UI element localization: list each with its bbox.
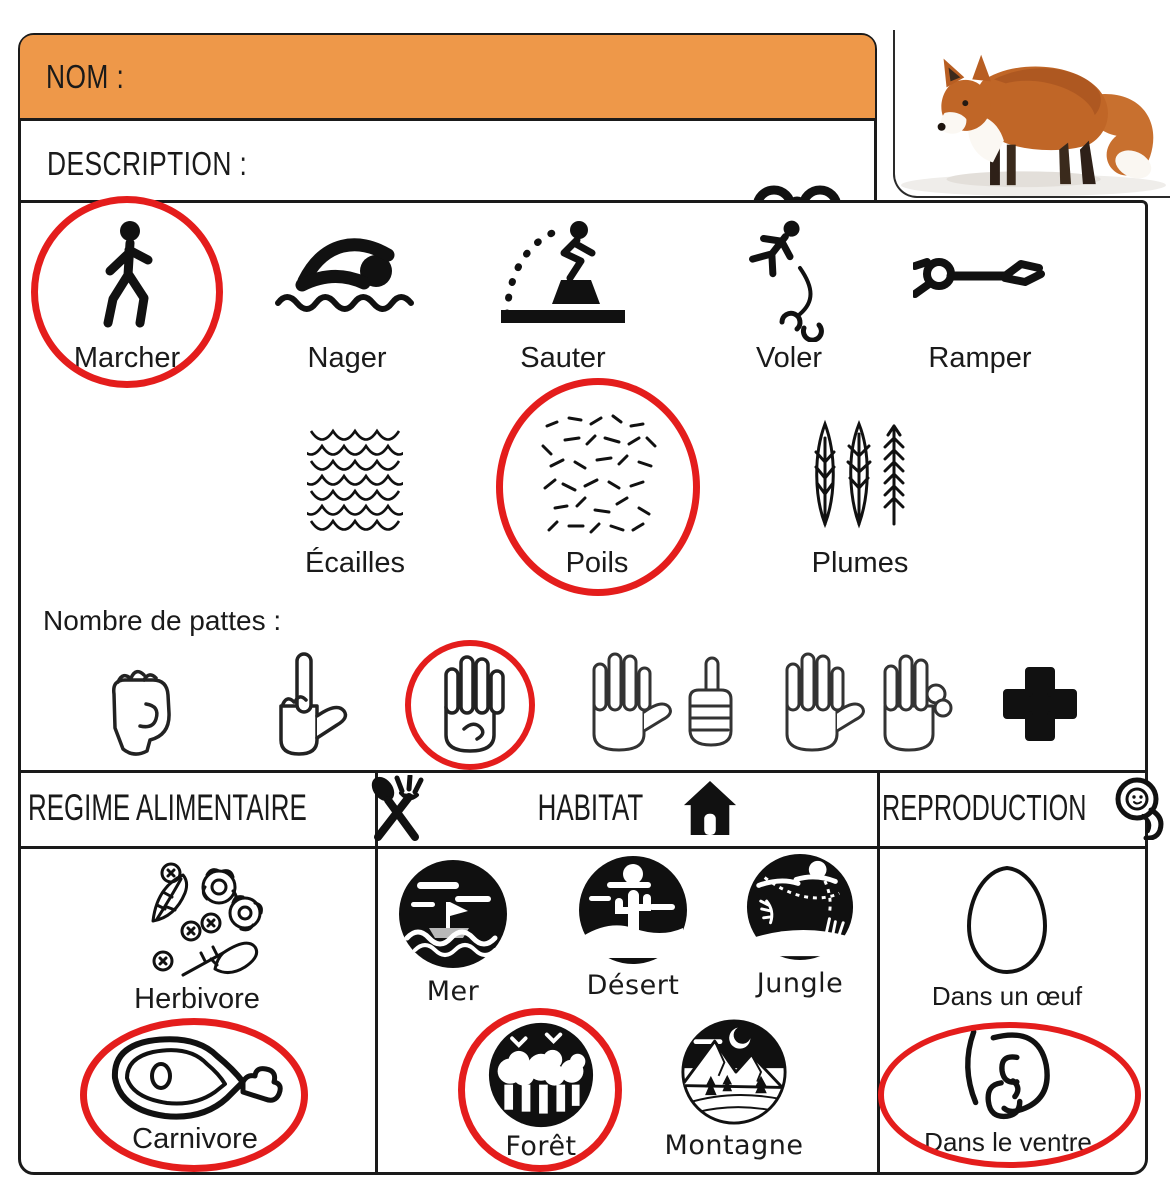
scales-icon xyxy=(307,408,403,548)
option-label: Écailles xyxy=(305,547,405,579)
option-label: Dans le ventre xyxy=(924,1127,1092,1157)
crawling-person-icon xyxy=(913,215,1048,343)
jungle-scene-icon xyxy=(745,852,855,962)
option-label: Désert xyxy=(586,970,680,1001)
option-label: Jungle xyxy=(756,968,844,999)
fox-photo xyxy=(893,30,1170,198)
option-desert[interactable] xyxy=(577,854,689,1001)
option-oeuf[interactable] xyxy=(907,864,1107,1011)
bottom-header-underline xyxy=(18,846,1148,849)
walking-person-icon xyxy=(84,215,170,343)
swimmer-icon xyxy=(272,215,422,343)
fist-hand-icon xyxy=(98,648,176,760)
plants-icon xyxy=(127,856,267,984)
forest-scene-icon xyxy=(487,1021,595,1129)
option-mer[interactable] xyxy=(397,858,509,1007)
option-marcher[interactable] xyxy=(32,215,222,375)
swaddled-baby-icon xyxy=(1112,776,1168,840)
five-plus-three-fingers-hands-icon xyxy=(769,648,955,760)
option-foret[interactable] xyxy=(486,1021,596,1162)
name-label: NOM : xyxy=(46,57,125,95)
option-carnivore[interactable] xyxy=(100,1032,290,1156)
option-label: Montagne xyxy=(664,1130,804,1161)
option-plus-pattes[interactable] xyxy=(960,648,1120,760)
option-4-pattes[interactable] xyxy=(390,648,550,760)
option-plumes[interactable] xyxy=(760,408,960,580)
meat-icon xyxy=(105,1032,285,1124)
description-row xyxy=(21,124,874,204)
mountain-scene-icon xyxy=(680,1018,788,1126)
option-ventre[interactable] xyxy=(905,1026,1111,1157)
egg-icon xyxy=(965,864,1049,976)
flying-person-icon xyxy=(734,215,844,343)
diet-header xyxy=(28,773,373,843)
option-label: Dans un œuf xyxy=(931,981,1083,1011)
option-poils[interactable] xyxy=(497,408,697,580)
option-jungle[interactable] xyxy=(744,852,856,999)
option-ramper[interactable] xyxy=(885,215,1075,375)
option-sauter[interactable] xyxy=(468,215,658,375)
option-label: Nager xyxy=(307,342,387,374)
description-label: DESCRIPTION : xyxy=(47,145,248,182)
one-finger-hand-icon xyxy=(257,648,349,760)
five-plus-one-fingers-hands-icon xyxy=(576,648,734,760)
option-label: Carnivore xyxy=(132,1123,258,1155)
jumping-person-icon xyxy=(493,215,633,343)
option-1-patte[interactable] xyxy=(223,648,383,760)
reproduction-title: REPRODUCTION xyxy=(882,787,1087,828)
option-herbivore[interactable] xyxy=(97,856,297,1016)
option-label: Voler xyxy=(755,342,823,374)
sea-scene-icon xyxy=(397,858,509,970)
option-nager[interactable] xyxy=(252,215,442,375)
option-label: Mer xyxy=(426,976,480,1007)
option-6-pattes[interactable] xyxy=(575,648,735,760)
option-label: Marcher xyxy=(73,342,181,374)
habitat-header xyxy=(378,773,874,843)
house-icon xyxy=(683,779,737,837)
fetus-icon xyxy=(954,1026,1062,1126)
option-montagne[interactable] xyxy=(664,1018,804,1161)
header-card xyxy=(18,33,877,203)
option-voler[interactable] xyxy=(694,215,884,375)
option-0-pattes[interactable] xyxy=(57,648,217,760)
four-fingers-hand-icon xyxy=(424,648,516,760)
feathers-icon xyxy=(808,408,912,548)
option-label: Ramper xyxy=(928,342,1032,374)
option-label: Herbivore xyxy=(134,983,260,1015)
legs-count-label: Nombre de pattes : xyxy=(43,605,282,636)
option-label: Sauter xyxy=(520,342,606,374)
option-label: Poils xyxy=(565,547,629,579)
reproduction-header xyxy=(882,773,1148,843)
habitat-title: HABITAT xyxy=(537,787,643,828)
name-row xyxy=(20,35,875,121)
fur-strokes-icon xyxy=(527,408,667,548)
divider-habitat-reproduction xyxy=(877,770,880,1175)
option-label: Forêt xyxy=(505,1131,577,1162)
desert-scene-icon xyxy=(577,854,689,966)
option-label: Plumes xyxy=(811,547,909,579)
option-ecailles[interactable] xyxy=(255,408,455,580)
option-8-pattes[interactable] xyxy=(782,648,942,760)
diet-title: REGIME ALIMENTAIRE xyxy=(28,787,307,828)
plus-icon xyxy=(999,648,1081,760)
